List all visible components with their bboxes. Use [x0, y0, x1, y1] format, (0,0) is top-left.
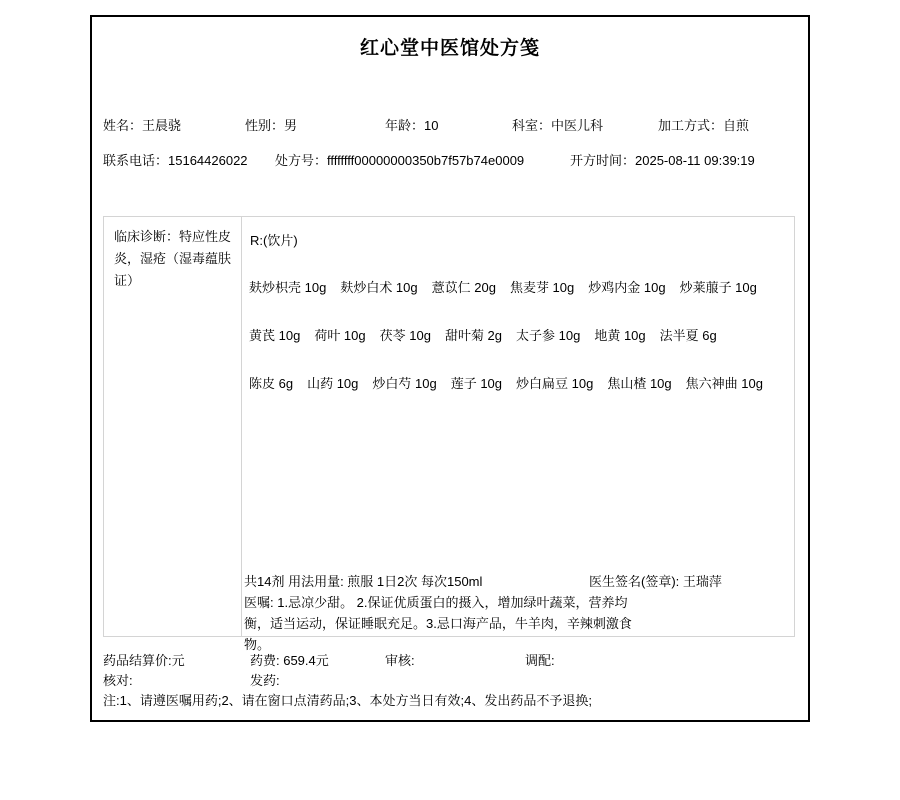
- department-field: 科室：中医儿科: [512, 118, 604, 133]
- give-label: 发药:: [250, 673, 280, 688]
- processing-field: 加工方式：自煎: [658, 118, 750, 133]
- patient-gender-field: 性别：男: [245, 118, 298, 133]
- prescription-table: [103, 216, 795, 652]
- rx-header: R:(饮片): [250, 233, 298, 248]
- herb-item: 炒白扁豆 10g: [516, 376, 594, 391]
- herb-item: 麸炒枳壳 10g: [249, 280, 327, 295]
- prescription-sheet: [90, 15, 810, 722]
- herb-item: 炒鸡内金 10g: [588, 280, 666, 295]
- phone-field: 联系电话：15164426022: [103, 153, 248, 168]
- footer-note: 注:1、请遵医嘱用药;2、请在窗口点清药品;3、本处方当日有效;4、发出药品不予退换;: [103, 693, 592, 708]
- issue-time-field: 开方时间：2025-08-11 09:39:19: [570, 153, 755, 168]
- rx-content-cell: [242, 217, 794, 652]
- herb-item: 荷叶 10g: [314, 328, 366, 343]
- herb-line: [249, 277, 771, 296]
- fee-label: 药费: 659.4元: [250, 653, 329, 668]
- herb-item: 山药 10g: [307, 376, 359, 391]
- herb-line: [249, 373, 777, 392]
- herb-item: 炒莱菔子 10g: [679, 280, 757, 295]
- herb-item: 焦山楂 10g: [607, 376, 672, 391]
- herb-item: 陈皮 6g: [249, 376, 294, 391]
- patient-age-field: 年龄：10: [385, 118, 439, 133]
- herb-item: 麸炒白术 10g: [340, 280, 418, 295]
- page-title: 红心堂中医馆处方笺: [359, 38, 540, 59]
- herb-item: 莲子 10g: [450, 376, 503, 391]
- herb-item: 炒白芍 10g: [372, 376, 437, 391]
- patient-name-field: 姓名：王晨骁: [103, 118, 182, 133]
- herb-item: 太子参 10g: [516, 328, 581, 343]
- herb-item: 甜叶菊 2g: [444, 328, 503, 343]
- settlement-price-label: 药品结算价:元: [103, 653, 185, 668]
- doctor-signature: 医生签名(签章): 王瑞萍: [589, 574, 722, 589]
- review-label: 审核:: [385, 653, 415, 668]
- herb-item: 茯苓 10g: [379, 328, 431, 343]
- herb-item: 薏苡仁 20g: [431, 280, 496, 295]
- medical-advice: 医嘱: 1.忌凉少甜。 2.保证优质蛋白的摄入，增加绿叶蔬菜，营养均衡，适当运动，保证睡眠充足。3.忌口海产品，牛羊肉，辛辣刺激食物。: [244, 595, 632, 652]
- prepare-label: 调配:: [525, 653, 555, 668]
- usage-instructions: 共14剂 用法用量: 煎服 1日2次 每次150ml: [244, 574, 483, 589]
- rx-number-field: 处方号：ffffffff00000000350b7f57b74e0009: [275, 153, 525, 168]
- herb-line: [249, 325, 731, 344]
- herb-item: 地黄 10g: [594, 328, 646, 343]
- herb-item: 黄芪 10g: [249, 328, 301, 343]
- herb-item: 法半夏 6g: [659, 328, 717, 343]
- diagnosis-cell: 临床诊断：特应性皮炎，湿疮（湿毒蕴肤证）: [104, 217, 242, 636]
- herb-item: 焦六神曲 10g: [685, 376, 763, 391]
- check-label: 核对:: [103, 673, 133, 688]
- herb-item: 焦麦芽 10g: [509, 280, 575, 295]
